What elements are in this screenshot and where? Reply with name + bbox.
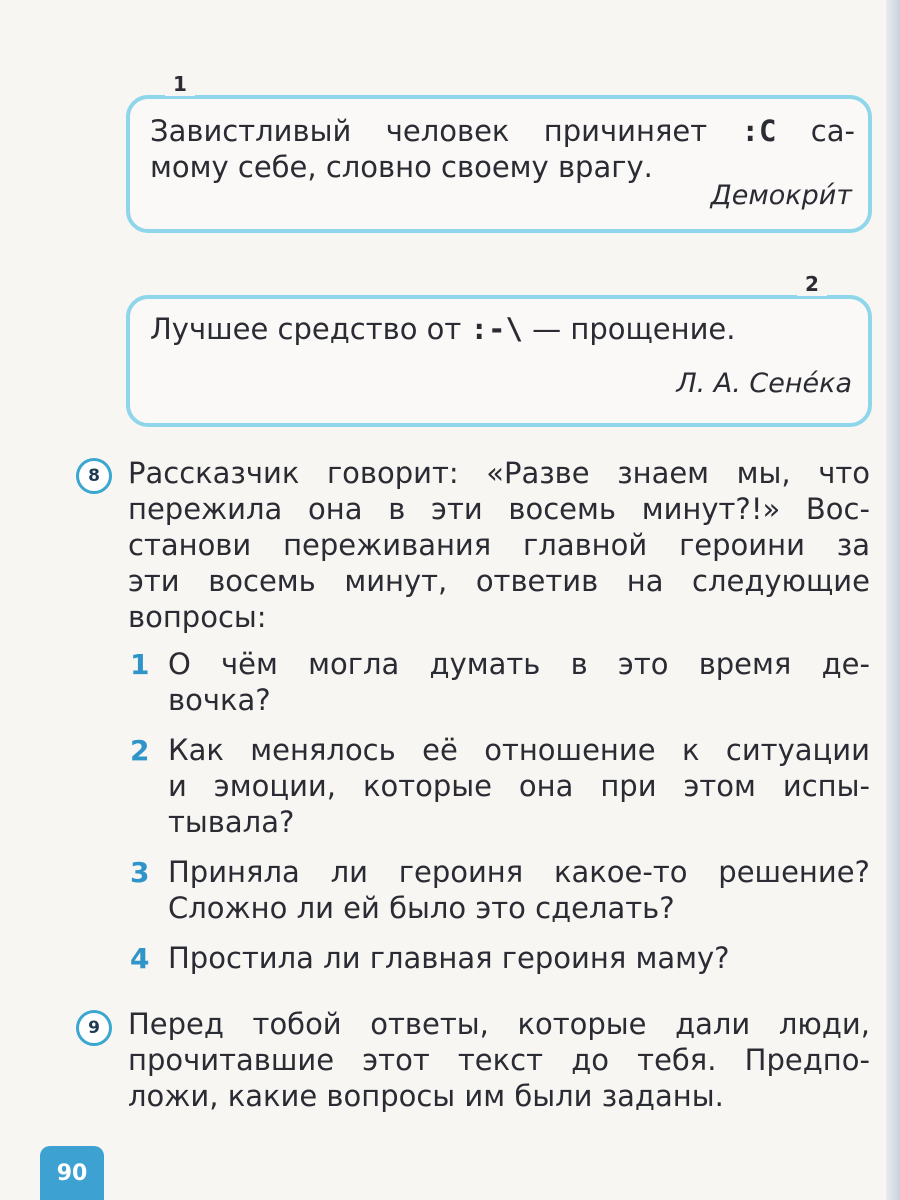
question-line (168, 732, 870, 768)
question-4-text (168, 940, 870, 976)
word: пережила (128, 492, 283, 526)
quote-2-start: Лучшее средство от (150, 312, 462, 346)
word: причиняет (543, 114, 708, 148)
word: Как (168, 733, 224, 767)
word: эмоции, (213, 769, 336, 803)
question-line (168, 854, 870, 890)
word: на (626, 564, 664, 598)
word: испы- (782, 769, 870, 803)
word: героиня (398, 855, 524, 889)
word: к (681, 733, 700, 767)
word: чём (221, 647, 278, 681)
word: Приняла (168, 855, 300, 889)
word: восемь (208, 564, 316, 598)
quote-1-line-1 (150, 113, 855, 149)
task-9-line (128, 1006, 870, 1042)
word: тебя. (637, 1043, 717, 1077)
task-8-line (128, 563, 870, 599)
quote-text-2 (150, 311, 736, 347)
word: ситуации (725, 733, 870, 767)
word: этот (362, 1043, 430, 1077)
task-9-line: ложи, какие вопросы им были заданы. (128, 1079, 724, 1113)
word: в (570, 647, 588, 681)
word: до (571, 1043, 609, 1077)
word: О (168, 647, 191, 681)
task-8-line (128, 491, 870, 527)
word: эти (128, 564, 180, 598)
word: это (617, 647, 669, 681)
word: менялось (250, 733, 396, 767)
word: Завистливый (150, 114, 352, 148)
question-4-number: 4 (130, 942, 150, 975)
word: человек (385, 114, 510, 148)
word: следующие (692, 564, 870, 598)
quote-author-2: Л. А. Сене́ка (676, 368, 852, 399)
quote-text-1 (150, 113, 855, 185)
word: Предпо- (744, 1043, 870, 1077)
word: знаем (617, 456, 710, 490)
word: этом (683, 769, 756, 803)
word: Рассказчик (128, 456, 300, 490)
word: которые (517, 1007, 647, 1041)
question-line: вочка? (168, 683, 271, 717)
word: минут, (344, 564, 448, 598)
word: тобой (252, 1007, 342, 1041)
word: ли (330, 855, 368, 889)
word: эти (431, 492, 483, 526)
quote-number-1: 1 (165, 72, 195, 96)
word: время (698, 647, 792, 681)
word: решение? (718, 855, 870, 889)
task-9-text (128, 1006, 870, 1114)
quote-author-1: Демокри́т (710, 180, 852, 211)
word: текст (457, 1043, 543, 1077)
word: при (600, 769, 657, 803)
word: и (168, 769, 187, 803)
task-8-line (128, 455, 870, 491)
task-8-line: вопросы: (128, 600, 267, 634)
word: ответив (475, 564, 599, 598)
task-8-text (128, 455, 870, 635)
page-number: 90 (40, 1146, 104, 1200)
task-8-line (128, 527, 870, 563)
word: какое-то (554, 855, 688, 889)
question-3-number: 3 (130, 856, 150, 889)
word: что (818, 456, 870, 490)
question-2-text (168, 732, 870, 840)
skeptical-emoticon: :-\ (470, 312, 523, 346)
word: «Разве (486, 456, 590, 490)
word: говорит: (326, 456, 459, 490)
question-line: Сложно ли ей было это сделать? (168, 891, 675, 925)
word: минут?!» (641, 492, 781, 526)
word: за (836, 528, 870, 562)
word: станови (128, 528, 252, 562)
word: в (388, 492, 406, 526)
word: её (422, 733, 458, 767)
page-edge (886, 0, 900, 1200)
quote-1-line-2: мому себе, словно своему врагу. (150, 150, 653, 184)
word: де- (821, 647, 870, 681)
question-line (168, 768, 870, 804)
question-2-number: 2 (130, 734, 150, 767)
word: са- (810, 114, 855, 148)
word: могла (308, 647, 400, 681)
word: дали (675, 1007, 751, 1041)
word: люди, (778, 1007, 870, 1041)
word: переживания (283, 528, 492, 562)
question-line: тывала? (168, 805, 295, 839)
quote-number-2: 2 (797, 272, 827, 296)
word: главной (523, 528, 648, 562)
quote-2-end: — прощение. (532, 312, 736, 346)
word: героини (679, 528, 805, 562)
task-8-badge: 8 (76, 458, 112, 494)
question-line (168, 646, 870, 682)
word: думать (429, 647, 541, 681)
task-9-badge: 9 (76, 1010, 112, 1046)
sad-emoticon: :С (741, 114, 777, 148)
word: она (518, 769, 574, 803)
word: она (308, 492, 363, 526)
word: прочитавшие (128, 1043, 335, 1077)
task-9-line (128, 1042, 870, 1078)
question-line: Простила ли главная героиня маму? (168, 941, 730, 975)
question-3-text (168, 854, 870, 926)
question-1-number: 1 (130, 648, 150, 681)
word: восемь (508, 492, 616, 526)
word: ответы, (370, 1007, 489, 1041)
word: Перед (128, 1007, 224, 1041)
question-1-text (168, 646, 870, 718)
word: которые (362, 769, 492, 803)
word: мы, (736, 456, 791, 490)
word: Вос- (805, 492, 870, 526)
word: отношение (484, 733, 656, 767)
